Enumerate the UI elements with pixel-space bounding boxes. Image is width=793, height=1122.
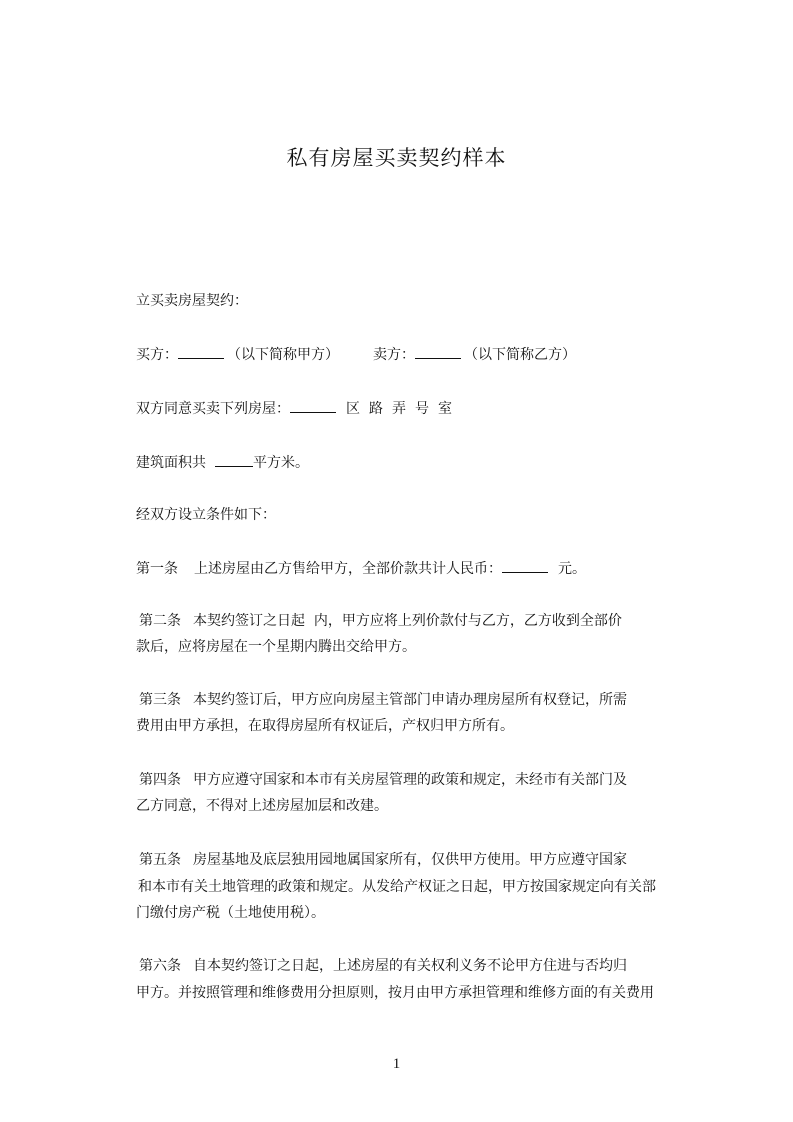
buyer-blank (178, 344, 224, 359)
article5-text-line3: 门缴付房产税（土地使用税）。 (136, 905, 325, 921)
article3-line1 (139, 690, 627, 710)
article1-unit: 元。 (558, 561, 586, 577)
buyer-label: 买方： (136, 347, 178, 363)
area-line (136, 452, 309, 473)
page-number: 1 (392, 1056, 401, 1072)
intro-text: 立买卖房屋契约： (136, 293, 248, 309)
document-title: 私有房屋买卖契约样本 (286, 146, 507, 170)
property-road: 路 (369, 401, 383, 417)
article5-line2 (138, 877, 656, 897)
article1-line (136, 558, 586, 579)
article4-line2 (136, 796, 388, 816)
article5-label: 第五条 (139, 852, 181, 868)
property-blank (290, 398, 336, 413)
article4-label: 第四条 (139, 772, 181, 788)
article5-text-line2: 和本市有关土地管理的政策和规定。从发给产权证之日起，甲方按国家规定向有关部 (138, 879, 656, 895)
area-blank (215, 452, 253, 467)
buyer-note: （以下简称甲方） (227, 347, 339, 363)
parties-line (136, 344, 576, 365)
article5-line3 (136, 903, 325, 923)
article6-line1 (139, 956, 627, 976)
article2-line2 (136, 637, 416, 657)
article6-text-line2: 甲方。并按照管理和维修费用分担原则，按月由甲方承担管理和维修方面的有关费用 (136, 985, 654, 1001)
property-district: 区 (346, 401, 360, 417)
conditions-intro-line (136, 505, 276, 525)
property-number: 号 (415, 401, 429, 417)
article3-text-line1: 本契约签订后，甲方应向房屋主管部门申请办理房屋所有权登记，所需 (193, 692, 627, 708)
seller-label: 卖方： (373, 347, 415, 363)
property-room: 室 (438, 401, 452, 417)
article2-label: 第二条 (139, 613, 181, 629)
property-lane: 弄 (392, 401, 406, 417)
area-lead: 建筑面积共 (136, 455, 206, 471)
article1-label: 第一条 (136, 561, 178, 577)
article1-blank (502, 558, 548, 573)
article4-line1 (139, 770, 627, 790)
article3-label: 第三条 (139, 692, 181, 708)
property-line (136, 398, 452, 419)
article4-text-line2: 乙方同意，不得对上述房屋加层和改建。 (136, 798, 388, 814)
article1-text: 上述房屋由乙方售给甲方，全部价款共计人民币： (194, 561, 502, 577)
article5-line1 (139, 850, 627, 870)
article2-text-line2: 款后，应将房屋在一个星期内腾出交给甲方。 (136, 639, 416, 655)
article4-text-line1: 甲方应遵守国家和本市有关房屋管理的政策和规定，未经市有关部门及 (193, 772, 627, 788)
article6-label: 第六条 (139, 958, 181, 974)
property-lead: 双方同意买卖下列房屋： (136, 401, 290, 417)
article2-line1 (139, 611, 622, 631)
intro-line (136, 291, 248, 311)
area-unit: 平方米。 (253, 455, 309, 471)
conditions-intro: 经双方设立条件如下： (136, 507, 276, 523)
article6-line2 (136, 983, 654, 1003)
seller-note: （以下简称乙方） (464, 347, 576, 363)
seller-blank (415, 344, 461, 359)
article5-text-line1: 房屋基地及底层独用园地属国家所有，仅供甲方使用。甲方应遵守国家 (193, 852, 627, 868)
article3-text-line2: 费用由甲方承担，在取得房屋所有权证后，产权归甲方所有。 (136, 718, 514, 734)
article6-text-line1: 自本契约签订之日起，上述房屋的有关权利义务不论甲方住进与否均归 (193, 958, 627, 974)
article2-text-line1: 本契约签订之日起 内，甲方应将上列价款付与乙方，乙方收到全部价 (193, 613, 622, 629)
article3-line2 (136, 716, 514, 736)
